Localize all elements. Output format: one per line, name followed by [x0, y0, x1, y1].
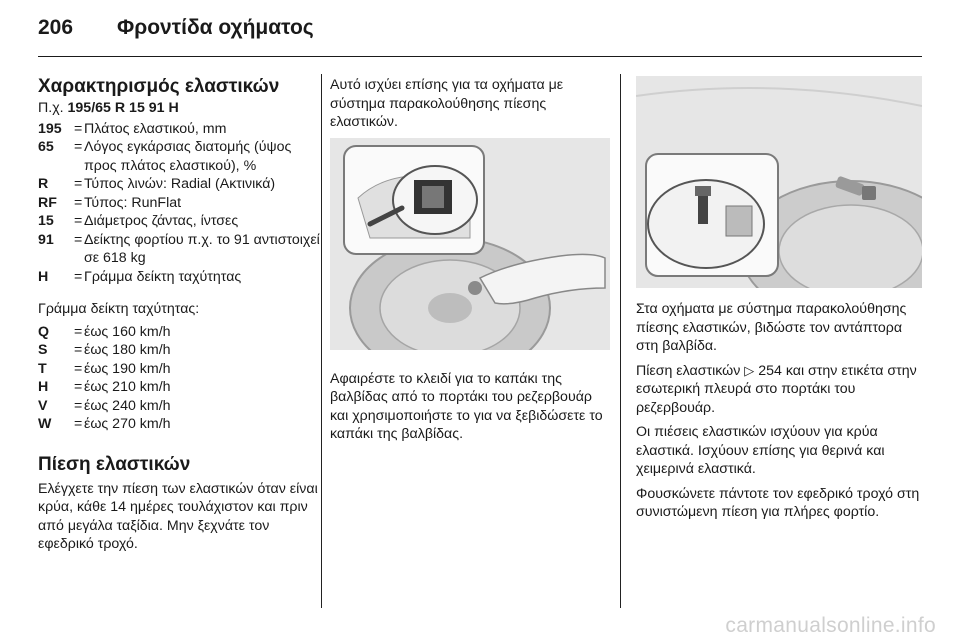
definition-value: Διάμετρος ζάντας, ίντσες — [84, 213, 239, 229]
definition-value: Λόγος εγκάρσιας διατομής (ύψος προς πλάτος ελαστικού), % — [84, 139, 292, 174]
definition-value: έως 180 km/h — [84, 342, 171, 358]
definition-key: V — [38, 397, 48, 414]
chapter-title: Φροντίδα οχήματος — [117, 16, 314, 39]
definition-key: RF — [38, 194, 57, 211]
column-2 — [330, 76, 610, 444]
definition-key: 65 — [38, 139, 54, 155]
definition-row — [38, 341, 320, 360]
definition-value: Πλάτος ελαστικού, mm — [84, 120, 227, 137]
definition-key: 195 — [38, 120, 62, 137]
definition-row — [38, 378, 320, 397]
definition-key: S — [38, 342, 48, 358]
definition-equals: = — [74, 360, 83, 377]
column-3 — [636, 76, 922, 528]
definition-row — [38, 138, 320, 175]
tyre-pressure-heading: Πίεση ελαστικών — [38, 453, 191, 475]
page-header — [38, 16, 314, 46]
example-code: 195/65 R 15 91 H — [67, 100, 179, 116]
column-1 — [38, 76, 320, 554]
example-line — [38, 99, 320, 118]
adapter-valve-illustration — [636, 76, 922, 288]
definition-row — [38, 212, 320, 231]
definition-key: Q — [38, 323, 50, 340]
definition-equals: = — [74, 268, 83, 285]
definition-equals: = — [74, 194, 83, 211]
definition-key: H — [38, 268, 49, 285]
valve-cap-key-illustration — [330, 138, 610, 350]
adapter-valve-drawing — [636, 76, 922, 288]
speed-index-intro: Γράμμα δείκτη ταχύτητας: — [38, 301, 200, 317]
definition-key: 15 — [38, 213, 54, 229]
definition-equals: = — [74, 323, 83, 340]
valve-cap-key-drawing — [330, 138, 610, 350]
definition-equals: = — [74, 397, 83, 414]
definition-row — [38, 120, 320, 139]
definition-equals: = — [74, 213, 83, 229]
spare-wheel-note: Φουσκώνετε πάντοτε τον εφεδρικό τροχό στη συνιστώμενη πίεση για πλήρες φορτίο. — [636, 485, 920, 520]
definition-row — [38, 397, 320, 416]
watermark: carmanualsonline.info — [725, 614, 936, 637]
tpms-intro: Αυτό ισχύει επίσης για τα οχήματα με σύστημα παρακολούθησης πίεσης ελαστικών. — [330, 77, 564, 130]
definition-row — [38, 268, 320, 287]
definition-value: έως 240 km/h — [84, 397, 171, 414]
pressure-ref-suffix: 254 και στην ετικέτα στην εσωτερική πλευρά στο πορτάκι του ρεζερβουάρ. — [636, 362, 917, 416]
definition-key: T — [38, 360, 47, 377]
cold-tyre-note: Οι πιέσεις ελαστικών ισχύουν για κρύα ελαστικά. Ισχύουν επίσης για θερινά και χειμερινά ελαστικά. — [636, 424, 885, 477]
definition-equals: = — [74, 139, 83, 155]
definition-equals: = — [74, 416, 83, 432]
definition-equals: = — [74, 379, 83, 395]
definition-key: W — [38, 416, 52, 432]
pressure-ref-prefix: Πίεση ελαστικών — [636, 362, 745, 379]
definition-equals: = — [74, 342, 83, 358]
pressure-reference — [636, 362, 922, 418]
definition-equals: = — [74, 120, 83, 137]
definition-value: έως 270 km/h — [84, 416, 171, 432]
speed-index-list — [38, 323, 320, 434]
column-divider — [321, 74, 322, 608]
definition-row — [38, 194, 320, 213]
definition-key: 91 — [38, 231, 54, 248]
definition-row — [38, 231, 320, 268]
definition-value: Τύπος: RunFlat — [84, 194, 182, 211]
definition-key: R — [38, 176, 49, 192]
definition-row — [38, 415, 320, 434]
column-divider-2 — [620, 74, 621, 608]
definition-value: Δείκτης φορτίου π.χ. το 91 αντιστοιχεί σε 618 kg — [84, 231, 320, 266]
example-prefix: Π.χ. — [38, 100, 68, 116]
definition-value: Γράμμα δείκτη ταχύτητας — [84, 268, 242, 285]
definition-row — [38, 323, 320, 342]
page-reference-icon: ▷ — [744, 362, 755, 378]
definition-value: έως 160 km/h — [84, 323, 171, 340]
definition-row — [38, 175, 320, 194]
valve-cap-caption: Αφαιρέστε το κλειδί για το καπάκι της βαλβίδας από το πορτάκι του ρεζερβουάρ και χρησιμοποιήστε το για να ξεβιδώσετε το καπάκι της βαλβίδας. — [330, 370, 603, 442]
definition-equals: = — [74, 231, 83, 248]
definition-value: έως 210 km/h — [84, 379, 171, 395]
adapter-instruction: Στα οχήματα με σύστημα παρακολούθησης πίεσης ελαστικών, βιδώστε τον αντάπτορα στη βαλβίδα. — [636, 301, 907, 354]
tyre-definition-list — [38, 120, 320, 287]
tyre-pressure-text: Ελέγχετε την πίεση των ελαστικών όταν είναι κρύα, κάθε 14 ημέρες τουλάχιστον και πριν από μεγάλα ταξίδια. Μην ξεχνάτε τον εφεδρικό τροχό. — [38, 480, 318, 552]
header-rule — [38, 56, 922, 57]
definition-row — [38, 360, 320, 379]
definition-equals: = — [74, 176, 83, 192]
definition-key: H — [38, 379, 49, 395]
tyre-designation-heading: Χαρακτηρισμός ελαστικών — [38, 76, 280, 97]
definition-value: έως 190 km/h — [84, 360, 171, 377]
page-number: 206 — [38, 16, 74, 39]
definition-value: Τύπος λινών: Radial (Ακτινικά) — [84, 176, 276, 192]
